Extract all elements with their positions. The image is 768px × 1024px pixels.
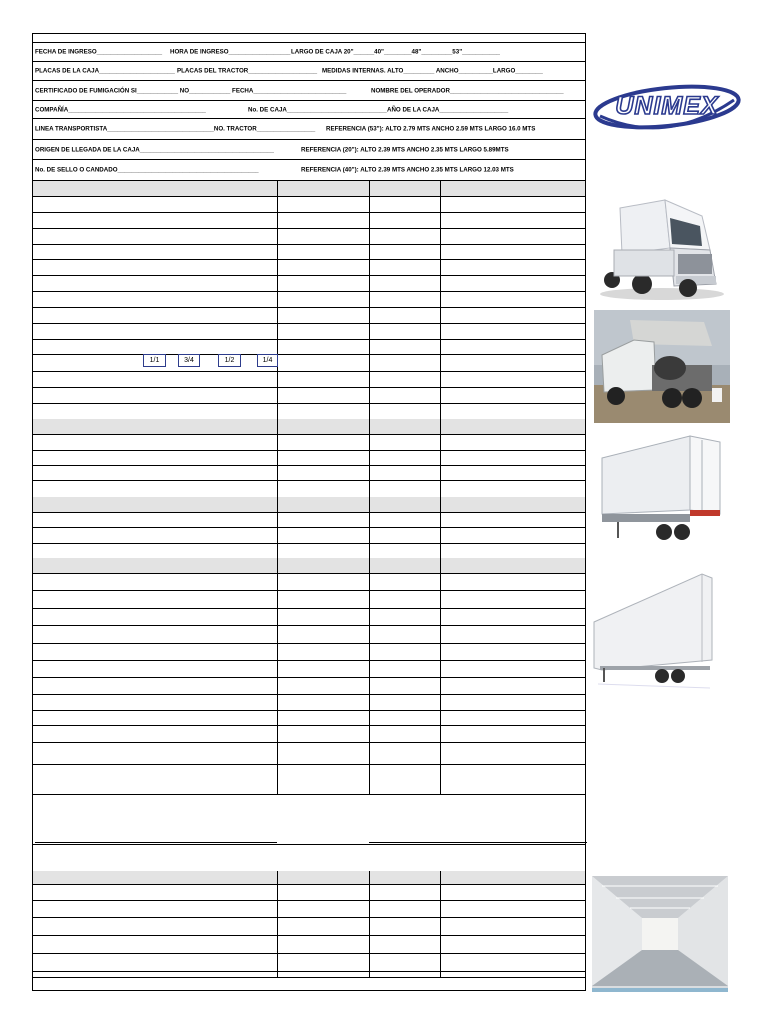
origen-llegada-field[interactable]: ORIGEN DE LLEGADA DE LA CAJA_______________________________________: [35, 146, 274, 153]
checklist-row[interactable]: [33, 244, 585, 260]
checklist-row[interactable]: [33, 643, 585, 661]
section-header-row[interactable]: [33, 419, 585, 435]
compania-field[interactable]: COMPAÑÍA________________________________________: [35, 106, 206, 113]
trailer-interior-photo: [592, 876, 728, 992]
checklist-row[interactable]: [33, 971, 585, 978]
section-header-row[interactable]: [33, 497, 585, 513]
form-top-bar: [33, 34, 585, 43]
checklist-row[interactable]: [33, 527, 585, 544]
column-divider: [369, 181, 370, 794]
column-divider: [277, 871, 278, 977]
operador-field[interactable]: NOMBRE DEL OPERADOR_________________________________: [371, 87, 564, 94]
fuel-level-group: [33, 353, 585, 369]
checklist-row[interactable]: [33, 291, 585, 308]
checklist-row[interactable]: [33, 480, 585, 498]
signature-line-right[interactable]: [369, 842, 587, 843]
checklist-row[interactable]: [33, 543, 585, 559]
column-divider: [440, 181, 441, 794]
section-header-row[interactable]: [33, 181, 585, 197]
checklist-row[interactable]: [33, 844, 585, 872]
linea-transportista-field[interactable]: LINEA TRANSPORTISTA_______________________________NO. TRACTOR_________________: [35, 125, 316, 133]
referencia-53-text: REFERENCIA (53"): ALTO 2.79 MTS ANCHO 2.59 MTS LARGO 16.0 MTS: [326, 125, 536, 133]
fecha-ingreso-field[interactable]: FECHA DE INGRESO___________________: [35, 48, 163, 56]
checklist-row[interactable]: [33, 625, 585, 644]
placas-caja-field[interactable]: PLACAS DE LA CAJA______________________: [35, 67, 175, 75]
checklist-row[interactable]: [33, 323, 585, 340]
checklist-row[interactable]: [33, 660, 585, 678]
checklist-row[interactable]: [33, 917, 585, 936]
checklist-row[interactable]: [33, 710, 585, 726]
checklist-row[interactable]: [33, 371, 585, 388]
checklist-row[interactable]: [33, 590, 585, 609]
column-divider: [369, 871, 370, 977]
hora-ingreso-field[interactable]: HORA DE INGRESO__________________: [170, 48, 291, 56]
checklist-row[interactable]: [33, 794, 585, 845]
header-row-2: [33, 62, 585, 81]
largo-caja-field[interactable]: LARGO DE CAJA 20"______40"________48"_________53"___________: [291, 48, 500, 56]
checklist-row[interactable]: [33, 935, 585, 954]
checklist-row[interactable]: [33, 764, 585, 795]
fuel-level-full-box[interactable]: 1/1: [143, 354, 166, 367]
section-header-row[interactable]: [33, 558, 585, 574]
logo-text: UNIMEX: [615, 92, 719, 120]
header-row-1: [33, 43, 585, 62]
checklist-row[interactable]: [33, 434, 585, 451]
header-row-3: [33, 81, 585, 101]
checklist-row[interactable]: [33, 259, 585, 276]
column-divider: [440, 871, 441, 977]
checklist-row[interactable]: [33, 212, 585, 229]
inspection-form: [32, 33, 586, 991]
header-row-7: [33, 160, 585, 181]
checklist-row[interactable]: [33, 573, 585, 591]
checklist-row[interactable]: [33, 677, 585, 695]
checklist-row[interactable]: [33, 512, 585, 528]
no-caja-field[interactable]: No. DE CAJA_____________________________: [248, 106, 387, 113]
referencia-20-text: REFERENCIA (20"): ALTO 2.39 MTS ANCHO 2.35 MTS LARGO 5.89MTS: [301, 146, 509, 153]
checklist-row[interactable]: [33, 228, 585, 245]
fuel-level-three-quarters-box[interactable]: 3/4: [178, 354, 200, 367]
medidas-internas-field[interactable]: MEDIDAS INTERNAS. ALTO_________ ANCHO__________LARGO________: [322, 67, 543, 75]
checklist-row[interactable]: [33, 465, 585, 481]
header-row-4: [33, 101, 585, 119]
trailer-rear-photo: [598, 434, 724, 547]
tractor-side-photo: [594, 310, 730, 423]
unimex-logo: [592, 76, 742, 138]
checklist-row[interactable]: [33, 900, 585, 918]
checklist-row[interactable]: [33, 275, 585, 292]
checklist-row[interactable]: [33, 694, 585, 711]
column-divider: [277, 181, 278, 794]
checklist-row[interactable]: [33, 307, 585, 324]
anio-caja-field[interactable]: AÑO DE LA CAJA____________________: [387, 106, 509, 113]
placas-tractor-field[interactable]: PLACAS DEL TRACTOR____________________: [177, 67, 318, 75]
trailer-side-photo: [592, 572, 714, 694]
truck-front-photo: [590, 188, 730, 304]
checklist-row[interactable]: [33, 450, 585, 466]
fumigacion-field[interactable]: CERTIFICADO DE FUMIGACIÓN SI____________ NO____________ FECHA___________________________: [35, 87, 347, 94]
fuel-level-quarter-box[interactable]: 1/4: [257, 354, 278, 367]
header-row-6: [33, 140, 585, 160]
section-header-row[interactable]: [33, 871, 585, 885]
checklist-row[interactable]: [33, 387, 585, 404]
checklist-row[interactable]: [33, 608, 585, 626]
checklist-row[interactable]: [33, 742, 585, 765]
signature-line-left[interactable]: [35, 842, 277, 843]
header-row-5: [33, 119, 585, 140]
checklist-row[interactable]: [33, 196, 585, 213]
checklist-row[interactable]: [33, 953, 585, 972]
sello-candado-field[interactable]: No. DE SELLO O CANDADO_________________________________________: [35, 166, 259, 174]
checklist-row[interactable]: [33, 403, 585, 420]
checklist-row[interactable]: [33, 725, 585, 743]
checklist-row[interactable]: [33, 884, 585, 901]
referencia-40-text: REFERENCIA (40"): ALTO 2.39 MTS ANCHO 2.35 MTS LARGO 12.03 MTS: [301, 166, 514, 174]
fuel-level-half-box[interactable]: 1/2: [218, 354, 241, 367]
